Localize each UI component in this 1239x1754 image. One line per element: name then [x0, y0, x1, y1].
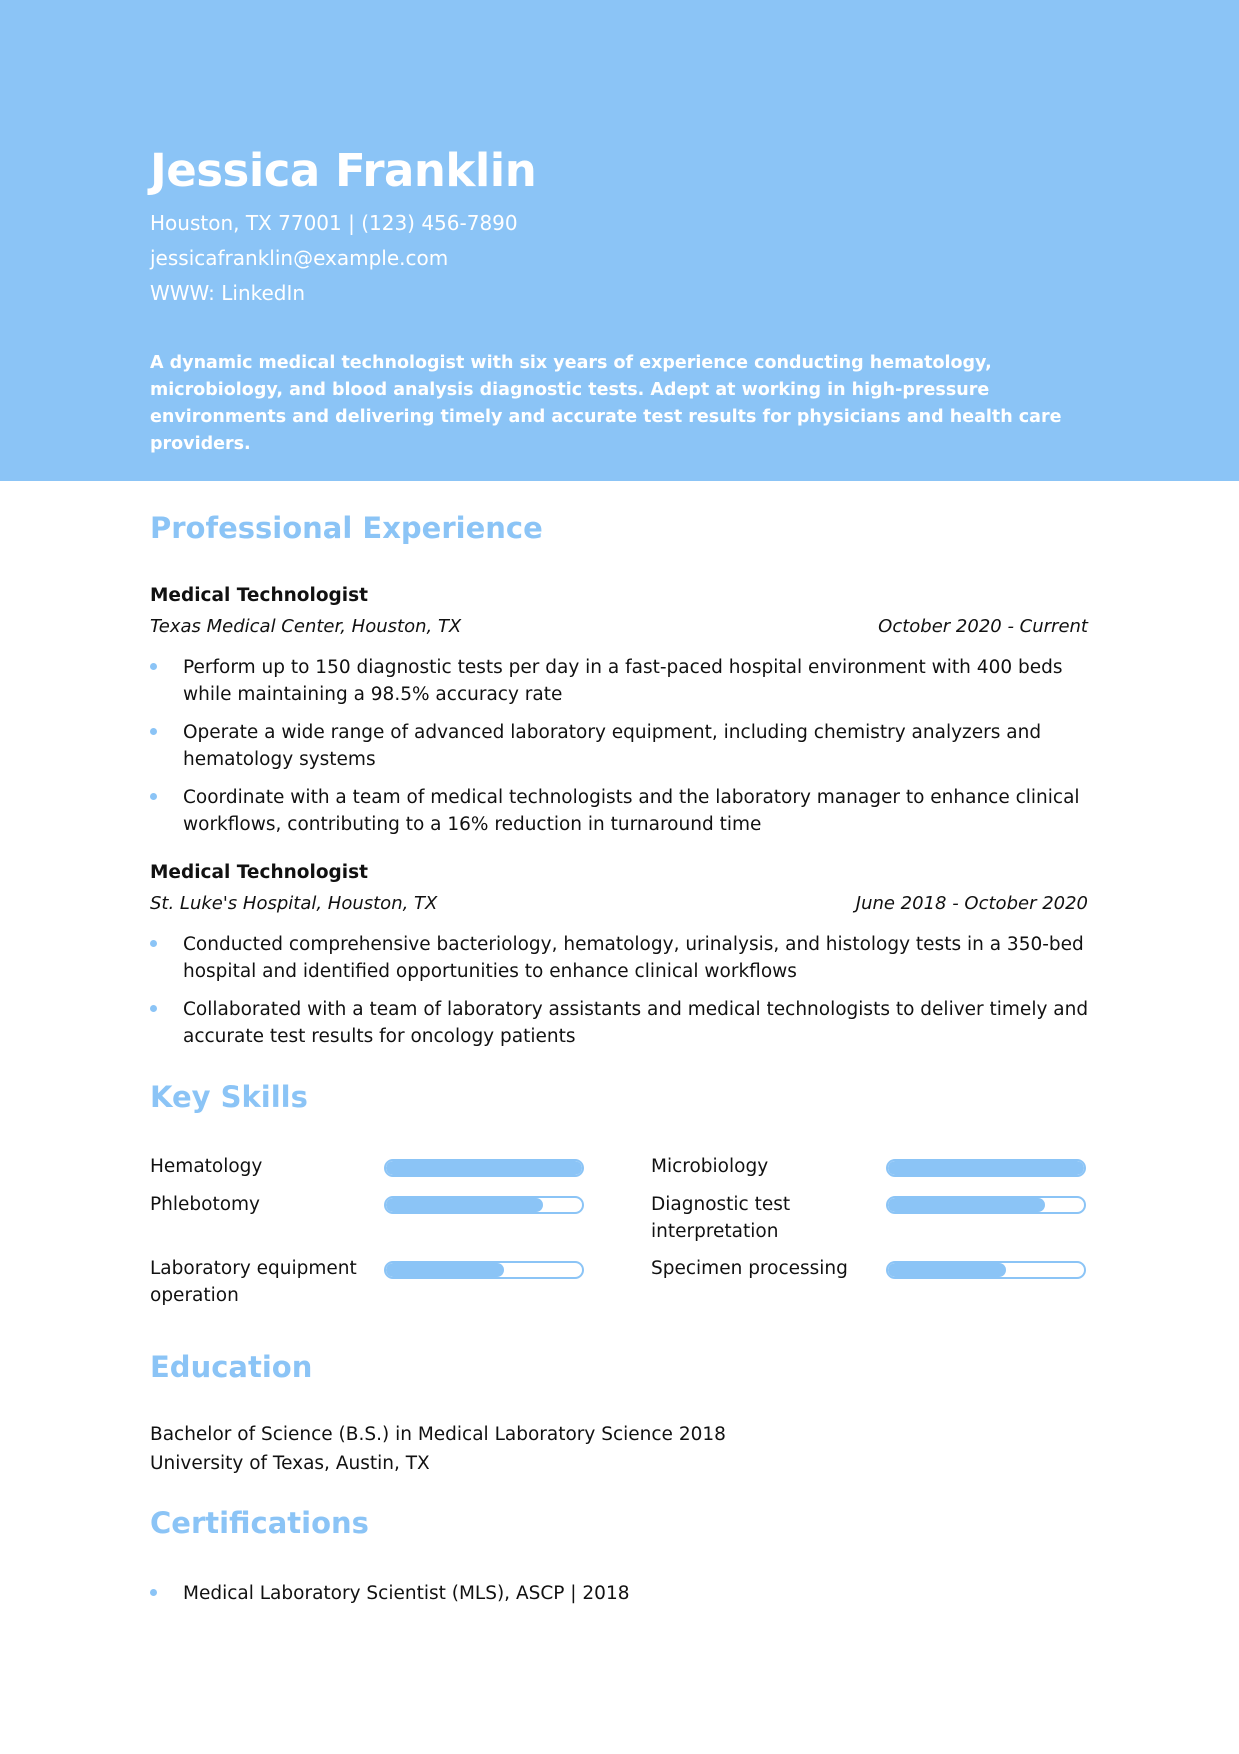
job-meta	[150, 893, 1088, 914]
skill-level-bar	[384, 1159, 584, 1177]
bullet-text: Coordinate with a team of medical technologists and the laboratory manager to enhance clinical workflows, contributing to a 16% reduction in turnaround time	[183, 787, 1080, 835]
experience-heading: Professional Experience	[150, 511, 543, 545]
bullet-text: Operate a wide range of advanced laboratory equipment, including chemistry analyzers and hematology systems	[183, 722, 1042, 770]
candidate-name: Jessica Franklin	[150, 144, 537, 197]
job-dates: October 2020 - Current	[878, 616, 1088, 637]
skill-level-fill	[386, 1198, 543, 1212]
skill-name: Laboratory equipment operation	[150, 1258, 357, 1306]
skill-name: Microbiology	[651, 1156, 769, 1177]
header-banner	[0, 0, 1239, 481]
skill-level-bar	[384, 1196, 584, 1214]
job-bullets	[150, 931, 1090, 1061]
skill-name: Diagnostic test interpretation	[651, 1194, 791, 1242]
education-school: University of Texas, Austin, TX	[150, 1453, 430, 1474]
list-item	[150, 654, 1090, 708]
bullet-text: Collaborated with a team of laboratory assistants and medical technologists to deliver timely and accurate test results for oncology patients	[183, 999, 1089, 1047]
job-company: Texas Medical Center, Houston, TX	[150, 616, 462, 637]
skill-level-bar	[886, 1261, 1086, 1279]
skill-level-bar	[384, 1261, 584, 1279]
skill-name: Phlebotomy	[150, 1194, 261, 1215]
list-item	[150, 931, 1090, 985]
job-title: Medical Technologist	[150, 862, 368, 883]
certification-list	[150, 1580, 1090, 1618]
skill-name: Hematology	[150, 1156, 263, 1177]
email-link[interactable]: jessicafranklin@example.com	[150, 246, 449, 270]
bullet-icon	[150, 1589, 157, 1596]
bullet-icon	[150, 728, 157, 735]
education-heading: Education	[150, 1350, 313, 1384]
linkedin-link[interactable]: WWW: LinkedIn	[150, 281, 306, 305]
list-item	[150, 719, 1090, 773]
job-dates: June 2018 - October 2020	[855, 893, 1088, 914]
bullet-icon	[150, 793, 157, 800]
list-item	[150, 784, 1090, 838]
skill-name: Specimen processing	[651, 1258, 848, 1279]
certifications-heading: Certifications	[150, 1506, 369, 1540]
professional-summary: A dynamic medical technologist with six years of experience conducting hematology, microbiology, and blood analysis diagnostic tests. Adept at working in high-pressure environments and delivering timely and accurate test results for physicians and health care providers.	[150, 353, 1062, 454]
skill-level-fill	[888, 1263, 1006, 1277]
job-bullets	[150, 654, 1090, 849]
bullet-icon	[150, 663, 157, 670]
skill-level-fill	[386, 1161, 582, 1175]
bullet-icon	[150, 940, 157, 947]
location-phone: Houston, TX 77001 | (123) 456-7890	[150, 211, 518, 235]
skill-level-bar	[886, 1159, 1086, 1177]
skill-level-bar	[886, 1196, 1086, 1214]
bullet-text: Conducted comprehensive bacteriology, hematology, urinalysis, and histology tests in a 350-bed hospital and identified opportunities to enhance clinical workflows	[183, 934, 1084, 982]
education-degree: Bachelor of Science (B.S.) in Medical Laboratory Science 2018	[150, 1424, 726, 1445]
job-title: Medical Technologist	[150, 585, 368, 606]
bullet-text: Perform up to 150 diagnostic tests per day in a fast-paced hospital environment with 400 beds while maintaining a 98.5% accuracy rate	[183, 657, 1063, 705]
skill-level-fill	[888, 1161, 1084, 1175]
list-item	[150, 1580, 1090, 1607]
bullet-icon	[150, 1005, 157, 1012]
job-meta	[150, 616, 1088, 637]
job-company: St. Luke's Hospital, Houston, TX	[150, 893, 438, 914]
list-item	[150, 996, 1090, 1050]
skill-level-fill	[386, 1263, 504, 1277]
skills-heading: Key Skills	[150, 1080, 308, 1114]
certification-text: Medical Laboratory Scientist (MLS), ASCP | 2018	[183, 1583, 630, 1604]
skill-level-fill	[888, 1198, 1045, 1212]
